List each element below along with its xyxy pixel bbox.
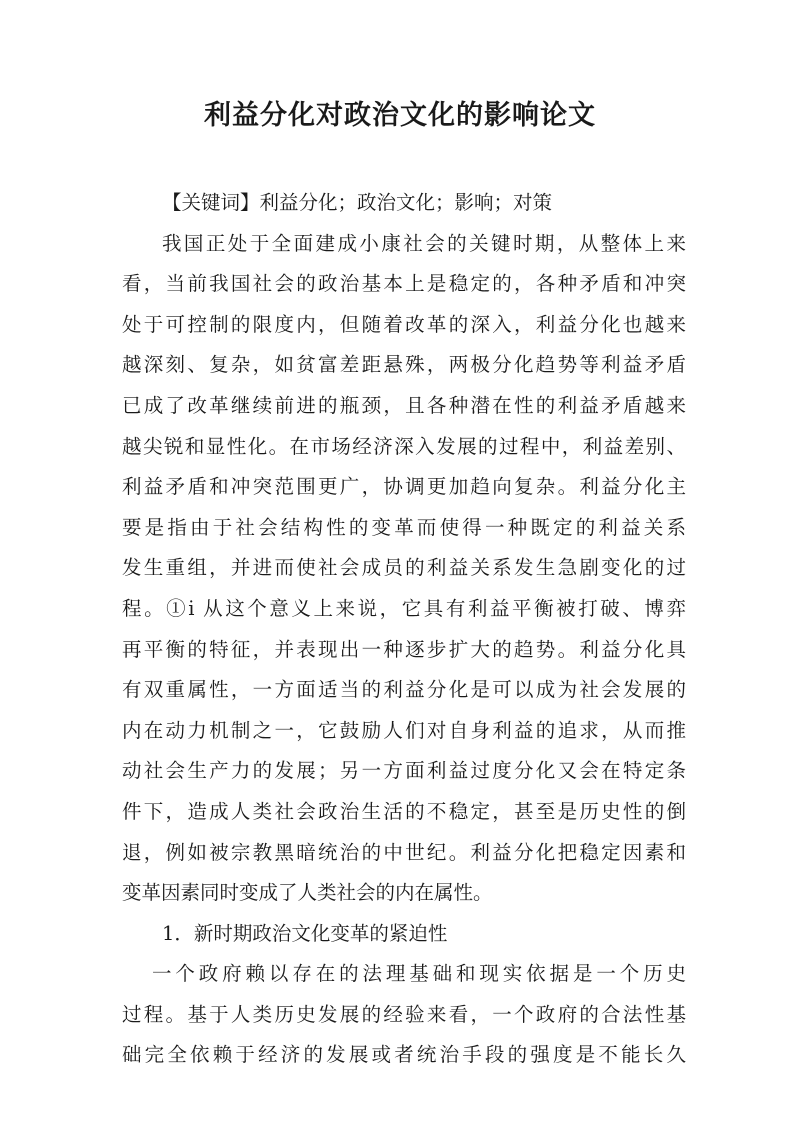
section-heading: 1．新时期政治文化变革的紧迫性 xyxy=(162,921,448,945)
paragraph-line: 退，例如被宗教黑暗统治的中世纪。利益分化把稳定因素和 xyxy=(122,840,686,864)
paragraph-line: 处于可控制的限度内，但随着改革的深入，利益分化也越来 xyxy=(122,312,686,336)
paragraph-line: 础完全依赖于经济的发展或者统治手段的强度是不能长久 xyxy=(122,1043,686,1067)
paragraph-line: 程。①i 从这个意义上来说，它具有利益平衡被打破、博弈 xyxy=(122,596,686,620)
paragraph-line: 再平衡的特征，并表现出一种逐步扩大的趋势。利益分化具 xyxy=(122,637,686,661)
document-body xyxy=(122,183,686,1076)
paragraph-line: 越深刻、复杂，如贫富差距悬殊，两极分化趋势等利益矛盾 xyxy=(122,353,686,377)
paragraph-line: 看，当前我国社会的政治基本上是稳定的，各种矛盾和冲突 xyxy=(122,272,686,296)
keywords-line: 【关键词】利益分化；政治文化；影响；对策 xyxy=(162,191,553,214)
paragraph-line: 内在动力机制之一，它鼓励人们对自身利益的追求，从而推 xyxy=(122,718,686,742)
document-title: 利益分化对政治文化的影响论文 xyxy=(204,100,596,131)
paragraph-line: 有双重属性，一方面适当的利益分化是可以成为社会发展的 xyxy=(122,678,686,702)
paragraph-line: 利益矛盾和冲突范围更广，协调更加趋向复杂。利益分化主 xyxy=(122,475,686,499)
paragraph-line: 变革因素同时变成了人类社会的内在属性。 xyxy=(122,881,493,905)
paragraph-line: 过程。基于人类历史发展的经验来看，一个政府的合法性基 xyxy=(122,1002,686,1026)
paragraph-line: 动社会生产力的发展；另一方面利益过度分化又会在特定条 xyxy=(122,759,686,783)
paragraph-line: 件下，造成人类社会政治生活的不稳定，甚至是历史性的倒 xyxy=(122,799,686,823)
paragraph-line: 我国正处于全面建成小康社会的关键时期，从整体上来 xyxy=(162,231,686,255)
paragraph-line: 越尖锐和显性化。在市场经济深入发展的过程中，利益差别、 xyxy=(122,434,686,458)
paragraph-line: 已成了改革继续前进的瓶颈，且各种潜在性的利益矛盾越来 xyxy=(122,393,686,417)
paragraph-line: 要是指由于社会结构性的变革而使得一种既定的利益关系 xyxy=(122,515,686,539)
paragraph-line: 发生重组，并进而使社会成员的利益关系发生急剧变化的过 xyxy=(122,556,686,580)
paragraph-line: 一个政府赖以存在的法理基础和现实依据是一个历史 xyxy=(152,962,686,986)
